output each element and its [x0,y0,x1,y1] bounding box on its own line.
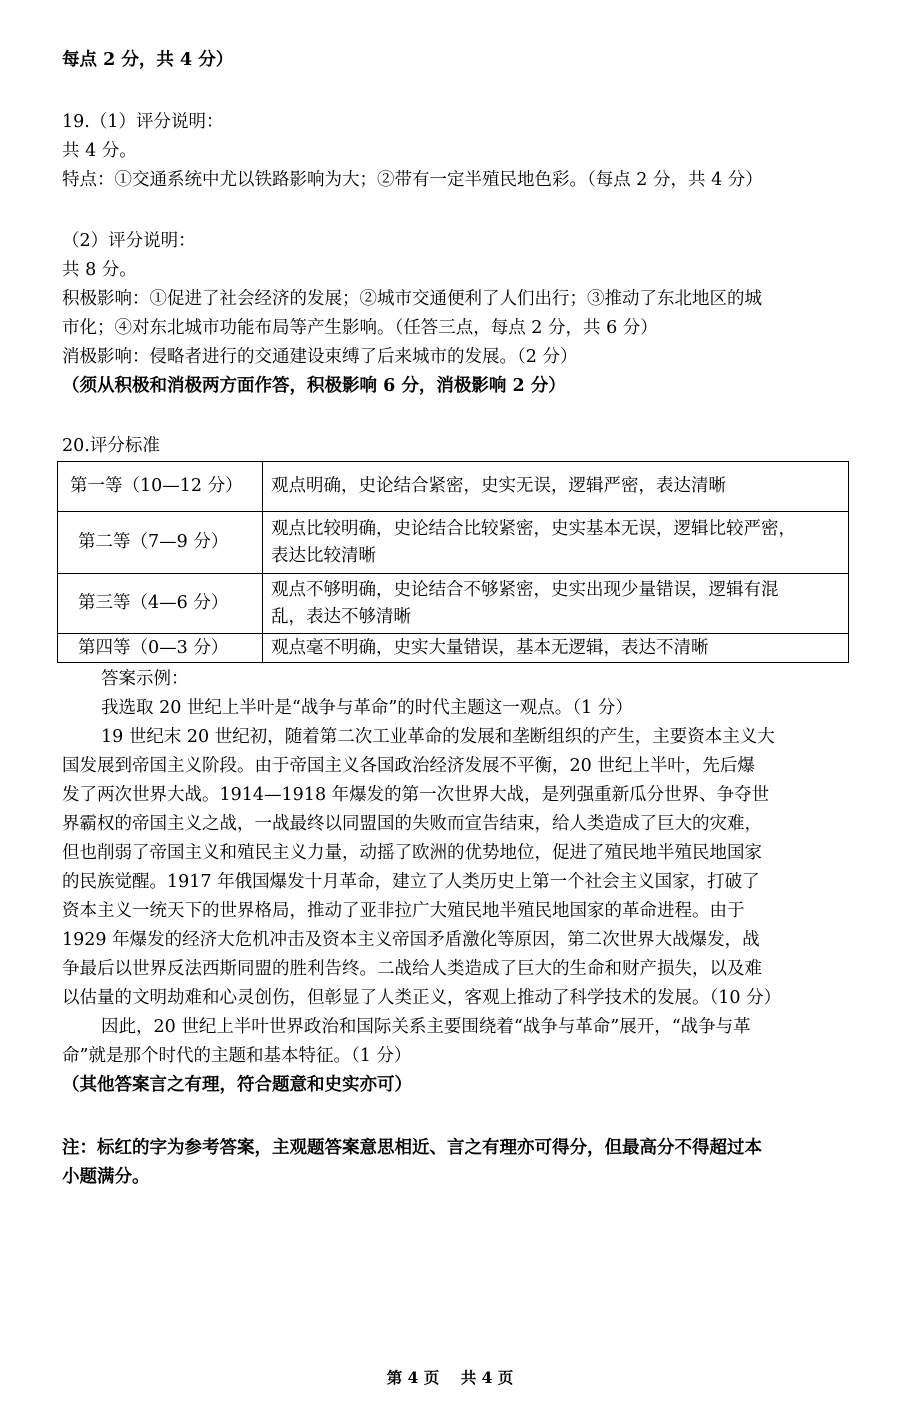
grade-description-line: 乱，表达不够清晰 [271,606,411,627]
grade-row [58,512,849,574]
other-answer-note: （其他答案言之有理，符合题意和史实亦可） [62,1075,412,1095]
example-line: 19 世纪末 20 世纪初，随着第二次工业革命的发展和垄断组织的产生，主要资本主义大 [101,727,775,747]
example-line: 的民族觉醒。1917 年俄国爆发十月革命，建立了人类历史上第一个社会主义国家，打破了 [62,872,760,892]
page-current: 第 4 页 [386,1368,440,1387]
grade-row [58,462,849,512]
grade-row [58,634,849,663]
example-line: 发了两次世界大战。1914—1918 年爆发的第一次世界大战，是列强重新瓜分世界、争夺世 [62,785,770,805]
continued-line: 每点 2 分，共 4 分） [62,50,234,70]
example-line: 命”就是那个时代的主题和基本特征。（1 分） [62,1046,412,1066]
grade-description: 观点毫不明确，史实大量错误，基本无逻辑，表达不清晰 [263,634,849,663]
note-line2: 小题满分。 [62,1167,150,1187]
example-line: 我选取 20 世纪上半叶是“战争与革命”的时代主题这一观点。（1 分） [101,698,633,718]
q19-part2-title: （2）评分说明： [62,231,196,251]
example-line: 1929 年爆发的经济大危机冲击及资本主义帝国矛盾激化等原因，第二次世界大战爆发，战 [62,930,760,950]
q19-part2-positive-line1: 积极影响：①促进了社会经济的发展；②城市交通便利了人们出行；③推动了东北地区的城 [62,289,762,309]
grade-level: 第四等（0—3 分） [58,634,263,663]
q19-part1-total: 共 4 分。 [62,141,137,161]
grade-description-line: 观点比较明确，史论结合比较紧密，史实基本无误，逻辑比较严密， [271,518,796,539]
note-line1: 注：标红的字为参考答案，主观题答案意思相近、言之有理亦可得分，但最高分不得超过本 [62,1138,762,1158]
example-line: 因此，20 世纪上半叶世界政治和国际关系主要围绕着“战争与革命”展开，“战争与革 [101,1017,751,1037]
q19-part2-note: （须从积极和消极两方面作答，积极影响 6 分，消极影响 2 分） [62,376,566,396]
example-line: 争最后以世界反法西斯同盟的胜利告终。二战给人类造成了巨大的生命和财产损失，以及难 [62,959,762,979]
grade-level: 第二等（7—9 分） [58,512,263,574]
q19-part2-negative: 消极影响：侵略者进行的交通建设束缚了后来城市的发展。（2 分） [62,347,578,367]
grade-level: 第一等（10—12 分） [58,462,263,512]
example-line: 国发展到帝国主义阶段。由于帝国主义各国政治经济发展不平衡，20 世纪上半叶，先后爆 [62,756,755,776]
grade-description-line: 观点不够明确，史论结合不够紧密，史实出现少量错误，逻辑有混 [271,579,779,600]
example-line: 以估量的文明劫难和心灵创伤，但彰显了人类正义，客观上推动了科学技术的发展。（10 分） [62,988,782,1008]
q19-part1-title: 19.（1）评分说明： [62,112,224,132]
grade-row [58,574,849,634]
grade-description: 观点明确，史论结合紧密，史实无误，逻辑严密，表达清晰 [263,462,849,512]
example-label: 答案示例： [101,669,189,689]
grade-description [263,574,849,634]
grading-table [57,461,849,663]
grade-level: 第三等（4—6 分） [58,574,263,634]
example-line: 界霸权的帝国主义之战，一战最终以同盟国的失败而宣告结束，给人类造成了巨大的灾难， [62,814,762,834]
q19-part2-positive-line2: 市化；④对东北城市功能布局等产生影响。（任答三点，每点 2 分，共 6 分） [62,318,658,338]
page-footer [0,1366,900,1388]
grade-description-line: 表达比较清晰 [271,545,376,566]
q19-part2-total: 共 8 分。 [62,260,137,280]
example-line: 但也削弱了帝国主义和殖民主义力量，动摇了欧洲的优势地位，促进了殖民地半殖民地国家 [62,843,762,863]
page-total: 共 4 页 [460,1368,514,1387]
example-line: 资本主义一统天下的世界格局，推动了亚非拉广大殖民地半殖民地国家的革命进程。由于 [62,901,745,921]
q19-part1-feature: 特点：①交通系统中尤以铁路影响为大；②带有一定半殖民地色彩。（每点 2 分，共 4 分） [62,170,763,190]
grade-description [263,512,849,574]
q20-title: 20.评分标准 [62,436,160,456]
